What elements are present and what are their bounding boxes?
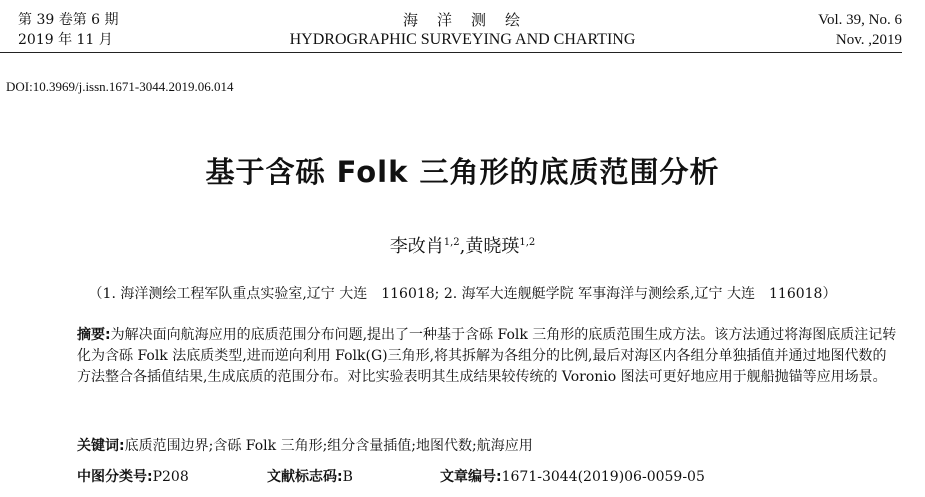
clc-value: P208: [152, 469, 189, 485]
paper-title: 基于含砾 Folk 三角形的底质范围分析: [205, 155, 720, 189]
author-2-affil: 1,2: [519, 237, 536, 248]
keywords-text: 底质范围边界;含砾 Folk 三角形;组分含量插值;地图代数;航海应用: [124, 438, 533, 454]
date-en: Nov. ,2019: [835, 32, 902, 48]
doc-code-label: 文献标志码:: [267, 469, 343, 485]
journal-title-en: HYDROGRAPHIC SURVEYING AND CHARTING: [289, 31, 636, 48]
keywords: [77, 435, 533, 455]
article-id: [440, 466, 705, 486]
doc-code-value: B: [342, 469, 353, 485]
author-2: 黄晓瑛: [465, 236, 520, 257]
abstract-label: 摘要:: [77, 327, 111, 343]
authors: [0, 232, 925, 258]
clc-number: [77, 466, 189, 486]
keywords-label: 关键词:: [77, 438, 125, 454]
volume-issue-en: Vol. 39, No. 6: [818, 12, 902, 28]
header-rule: [0, 52, 902, 53]
abstract: [77, 325, 897, 388]
author-1-affil: 1,2: [443, 237, 460, 248]
author-1: 李改肖: [389, 236, 444, 257]
author-separator: ,: [459, 236, 466, 257]
journal-title-cn: 海 洋 测 绘: [402, 11, 522, 29]
affiliations: （1. 海洋测绘工程军队重点实验室,辽宁 大连 116018; 2. 海军大连舰艇学院 军事海洋与测绘系,辽宁 大连 116018）: [88, 286, 837, 302]
doi: DOI:10.3969/j.issn.1671-3044.2019.06.014: [6, 79, 234, 94]
date-cn: 2019 年 11 月: [18, 32, 113, 48]
article-id-label: 文章编号:: [440, 469, 502, 485]
abstract-text: 为解决面向航海应用的底质范围分布问题,提出了一种基于含砾 Folk 三角形的底质范围生成方法。该方法通过将海图底质注记转化为含砾 Folk 法底质类型,进而逆向利用 Folk(G)三角形,将其拆解为各组分的比例,最后对海区内各组分单独插值并通过地图代数的方法整合各插值结果,生成底质的范围分布。对比实验表明其生成结果较传统的 Voronio 图法可更好地应用于舰船抛锚等应用场景。: [77, 327, 897, 385]
article-id-value: 1671-3044(2019)06-0059-05: [501, 469, 705, 485]
document-code: [267, 466, 353, 486]
volume-issue-cn: 第 39 卷第 6 期: [18, 12, 119, 28]
clc-label: 中图分类号:: [77, 469, 153, 485]
